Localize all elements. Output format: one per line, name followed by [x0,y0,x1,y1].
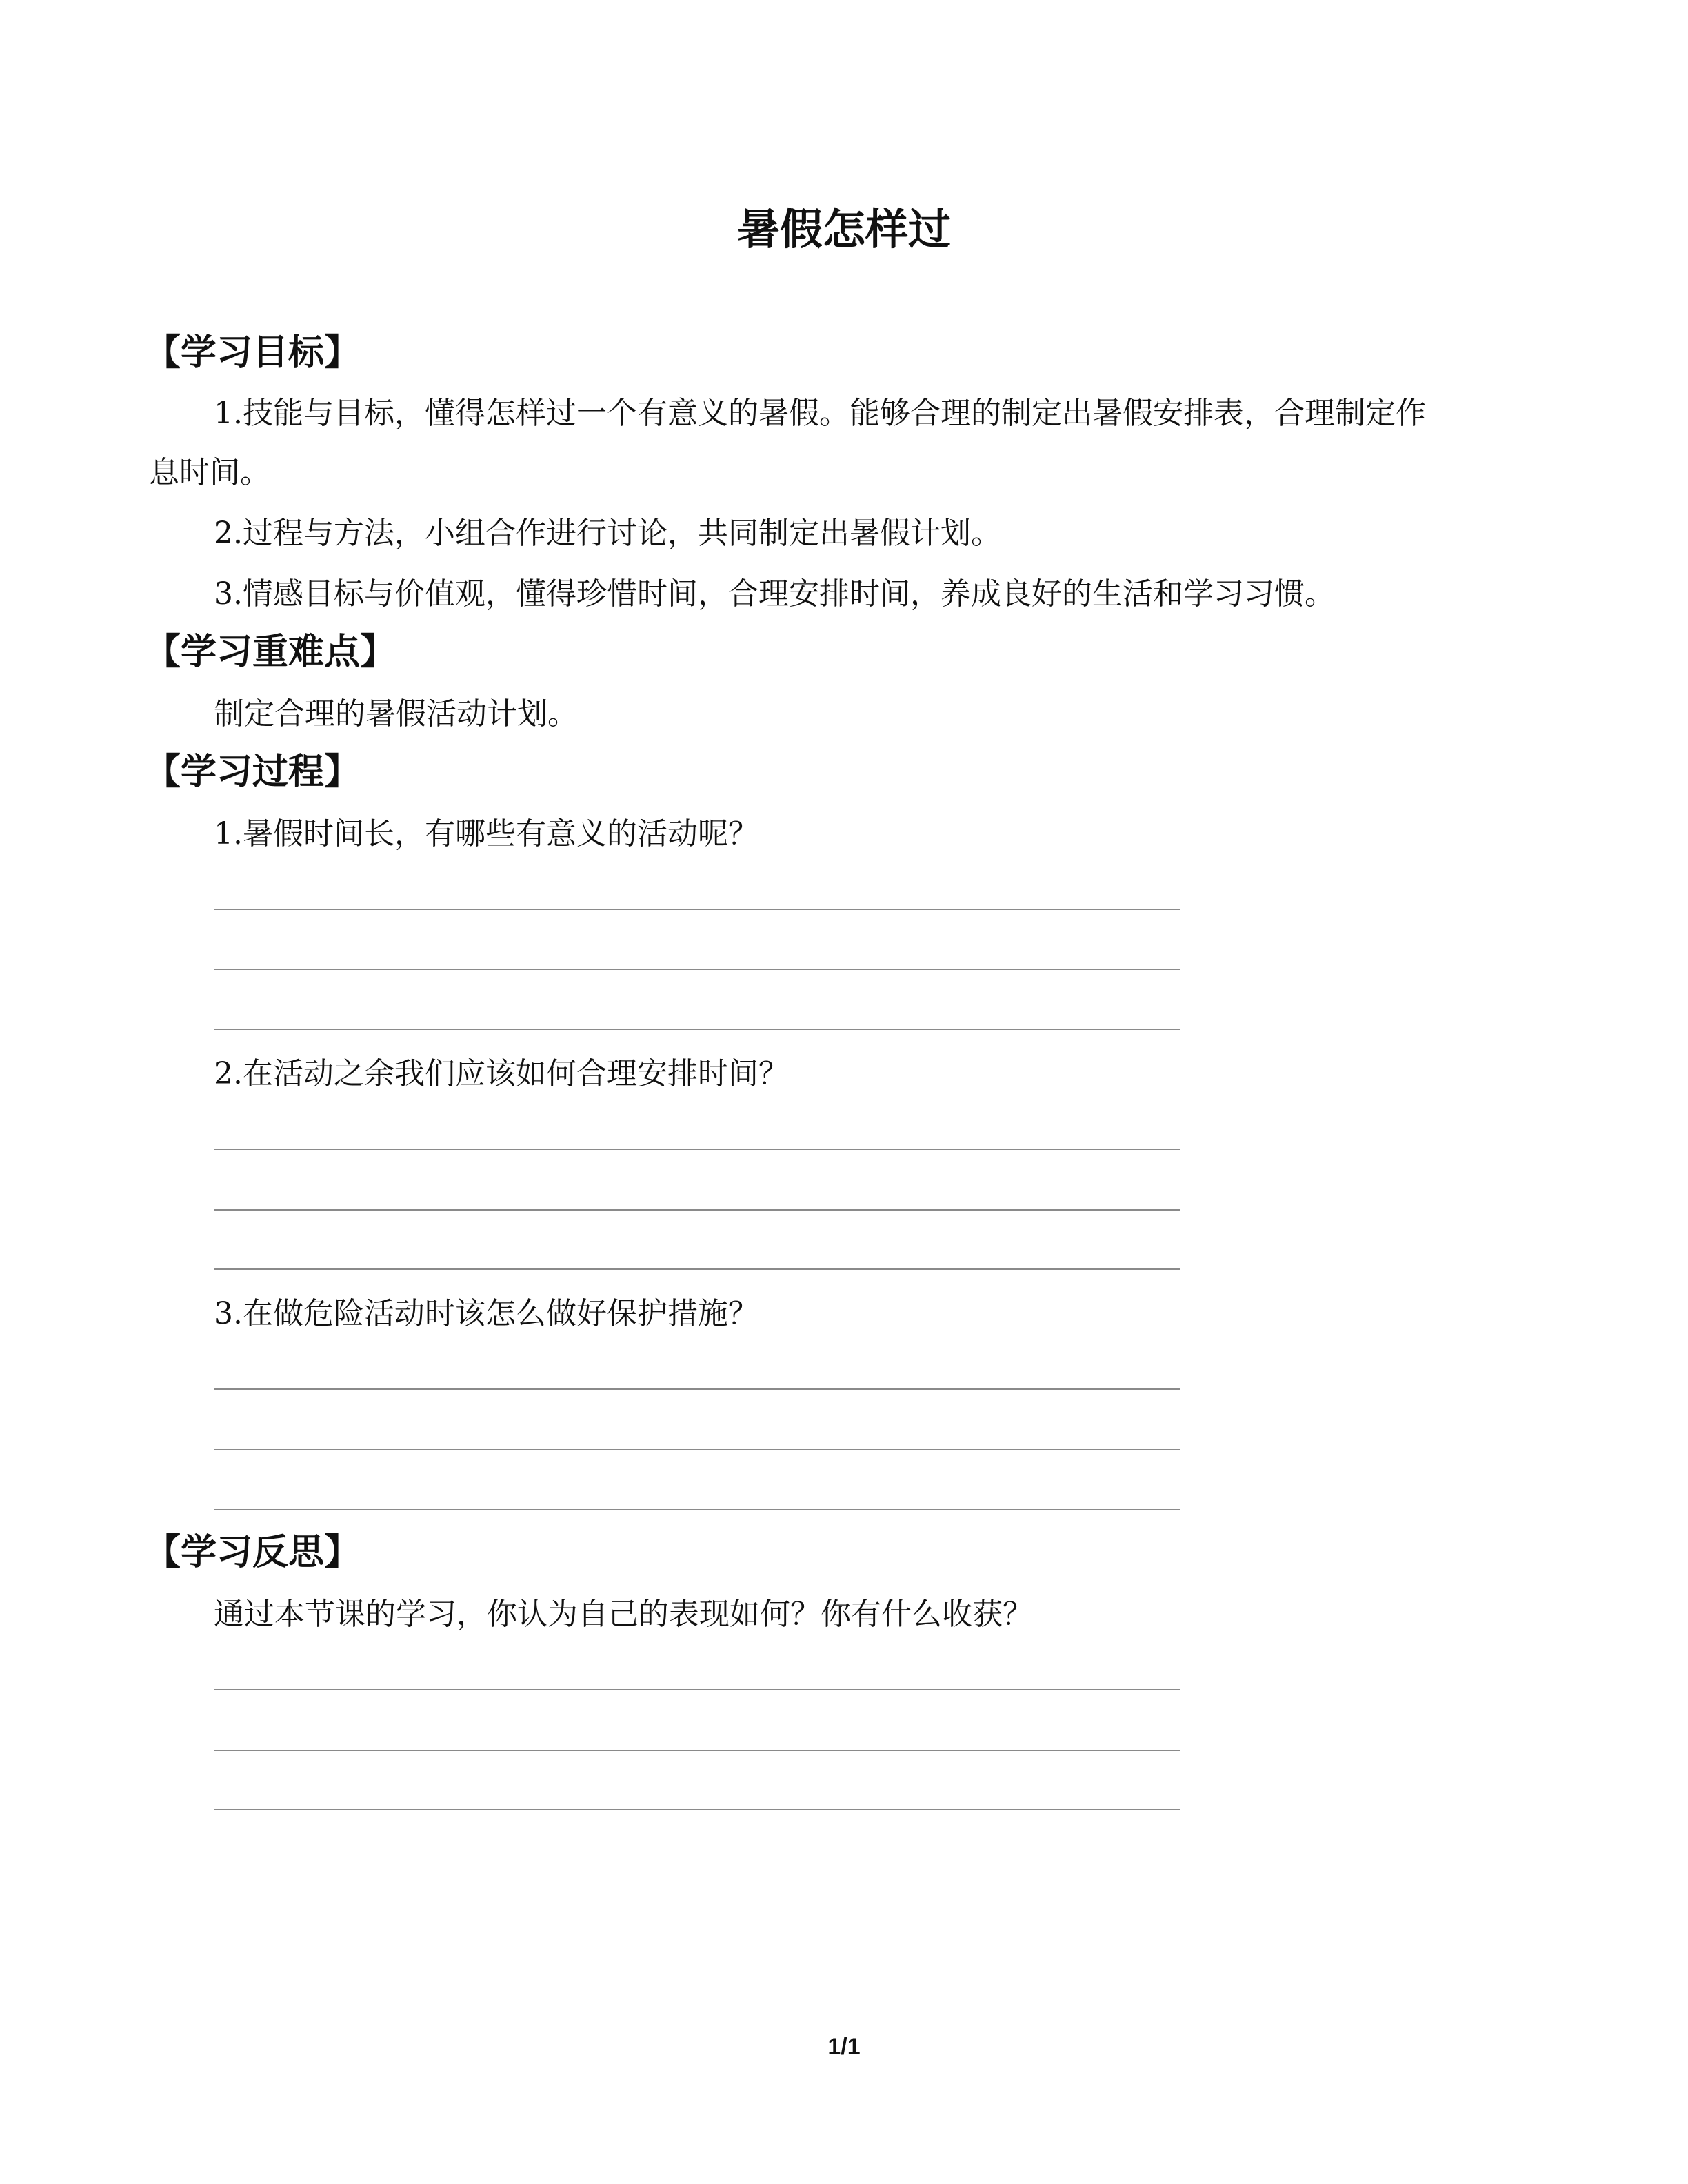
objectives-heading: 【学习目标】 [145,332,361,374]
objective-item-3: 3.情感目标与价值观，懂得珍惜时间，合理安排时间，养成良好的生活和学习习惯。 [214,576,1335,611]
process-question-1: 1.暑假时间长，有哪些有意义的活动呢？ [214,816,758,851]
key-points-text: 制定合理的暑假活动计划。 [214,696,578,731]
answer-line[interactable] [214,1149,1180,1150]
answer-line[interactable] [214,909,1180,910]
answer-line[interactable] [214,1209,1180,1211]
page-number: 1/1 [827,2034,861,2060]
process-heading: 【学习过程】 [145,751,361,793]
reflection-prompt: 通过本节课的学习，你认为自己的表现如何？你有什么收获？ [214,1597,1033,1632]
answer-line[interactable] [214,1388,1180,1390]
answer-line[interactable] [214,1268,1180,1270]
key-points-heading: 【学习重难点】 [145,631,396,673]
answer-line[interactable] [214,1689,1180,1690]
answer-line[interactable] [214,1750,1180,1751]
objective-item-2: 2.过程与方法，小组合作进行讨论，共同制定出暑假计划。 [214,516,1001,551]
answer-line[interactable] [214,1509,1180,1510]
answer-line[interactable] [214,1029,1180,1030]
answer-line[interactable] [214,1449,1180,1450]
process-question-2: 2.在活动之余我们应该如何合理安排时间？ [214,1056,789,1091]
process-question-3: 3.在做危险活动时该怎么做好保护措施？ [214,1296,758,1331]
reflection-heading: 【学习反思】 [145,1532,361,1573]
answer-line[interactable] [214,1809,1180,1810]
objective-item-1-line-2: 息时间。 [149,455,270,490]
objective-item-1-line-1: 1.技能与目标，懂得怎样过一个有意义的暑假。能够合理的制定出暑假安排表，合理制定作 [214,396,1426,431]
answer-line[interactable] [214,969,1180,970]
document-title: 暑假怎样过 [736,204,951,254]
